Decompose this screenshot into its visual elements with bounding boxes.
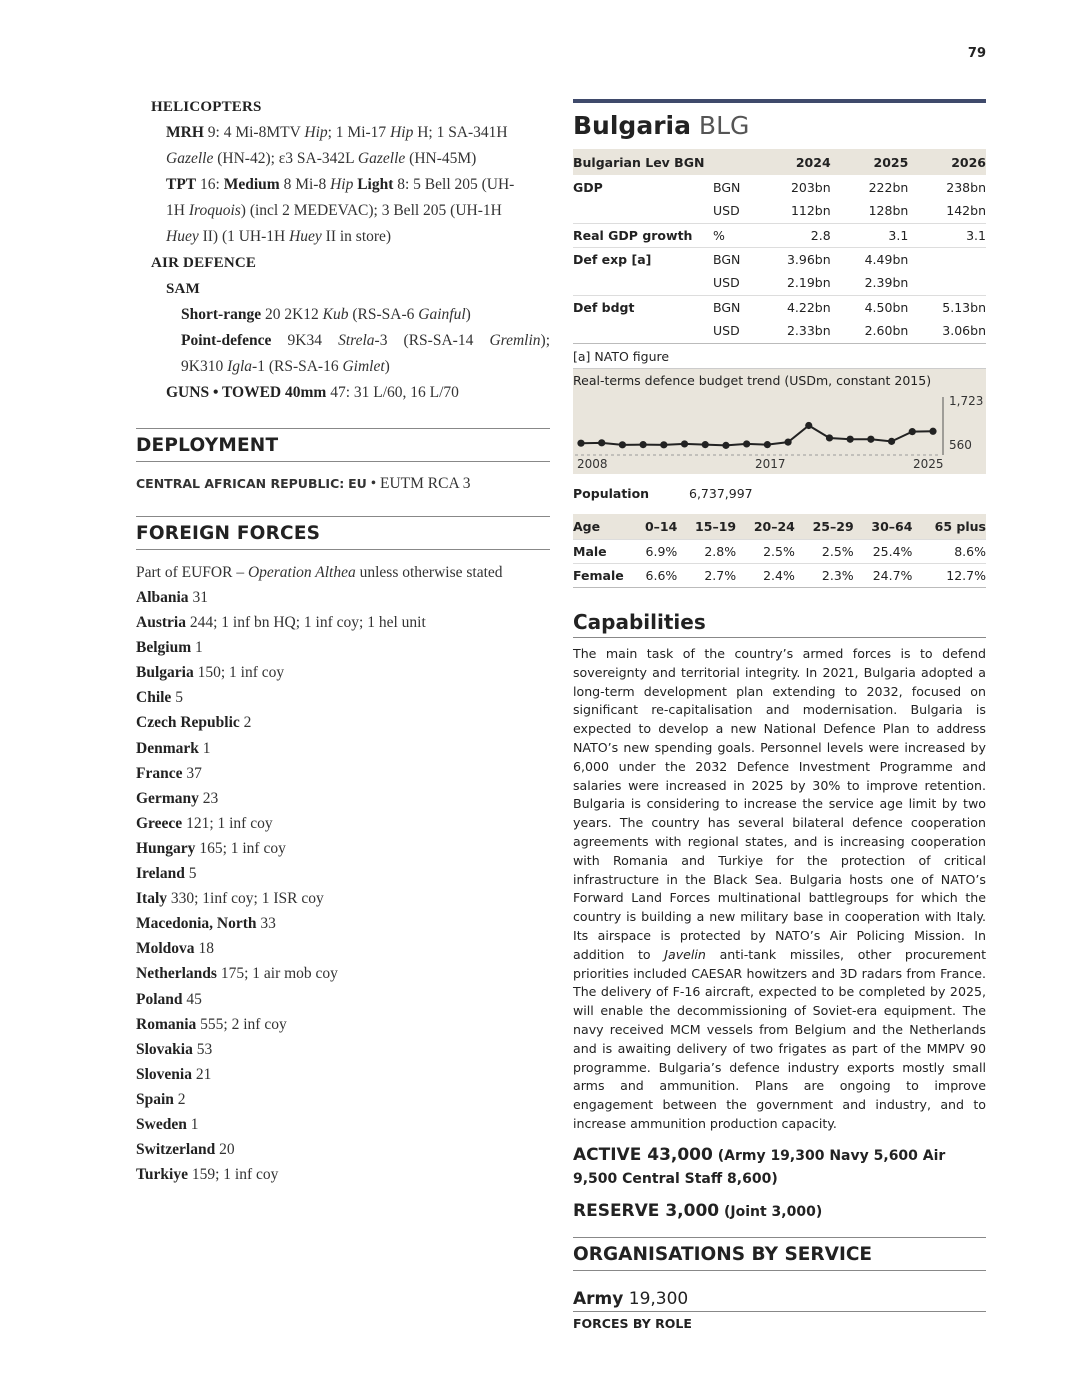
active-label: ACTIVE 43,000 xyxy=(573,1144,713,1165)
foreign-force-entry xyxy=(136,1087,550,1112)
table-cell: 203bn xyxy=(790,179,831,195)
foreign-force-entry xyxy=(136,1062,550,1087)
foreign-force-entry xyxy=(136,1137,550,1162)
foreign-force-detail: 1 xyxy=(198,739,211,757)
table-cell: BGN xyxy=(713,247,753,271)
intro-text: Part of EUFOR – xyxy=(136,564,248,581)
table-cell: GDP xyxy=(573,179,603,195)
deployment-heading: DEPLOYMENT xyxy=(136,428,550,462)
table-cell: 222bn xyxy=(868,179,909,195)
foreign-force-entry xyxy=(136,1012,550,1037)
foreign-force-entry xyxy=(136,736,550,761)
header-cell: 30–64 xyxy=(854,514,913,540)
table-cell: 112bn xyxy=(790,203,831,219)
foreign-force-detail: 159; 1 inf coy xyxy=(187,1166,279,1184)
table-cell xyxy=(573,199,713,223)
mrh-line: Gazelle (HN-42); ε3 SA-342L Gazelle (HN-45M) xyxy=(166,150,477,167)
right-column xyxy=(573,99,986,1331)
capabilities-heading: Capabilities xyxy=(573,610,986,638)
table-cell: 3.96bn xyxy=(753,247,831,271)
foreign-force-entry xyxy=(136,1112,550,1137)
chart-point xyxy=(805,421,812,428)
table-cell: 4.49bn xyxy=(831,247,909,271)
table-cell: 25.4% xyxy=(854,540,913,564)
chart-point xyxy=(826,434,833,441)
mrh-line: MRH 9: 4 Mi-8MTV Hip; 1 Mi-17 Hip H; 1 SA-341H xyxy=(166,124,508,141)
foreign-force-entry xyxy=(136,585,550,610)
guns-entry: GUNS • TOWED 40mm 47: 31 L/60, 16 L/70 xyxy=(166,384,459,401)
chart-point xyxy=(743,440,750,447)
foreign-force-entry xyxy=(136,660,550,685)
header-cell: Age xyxy=(573,514,631,540)
table-cell: 2.33bn xyxy=(753,319,831,343)
table-cell: 12.7% xyxy=(912,564,986,588)
table-cell: 2.3% xyxy=(795,564,854,588)
foreign-force-country: Albania xyxy=(136,589,189,606)
foreign-force-country: Italy xyxy=(136,890,167,908)
chart-x-tick-label: 2025 xyxy=(913,456,944,471)
header-cell: 20–24 xyxy=(736,514,795,540)
foreign-force-detail: 37 xyxy=(182,764,202,782)
sam-heading: SAM xyxy=(166,281,200,297)
intro-text: unless otherwise stated xyxy=(355,564,503,581)
table-cell: 3.1 xyxy=(831,223,909,247)
foreign-force-country: Poland xyxy=(136,990,183,1008)
tpt-line: 1H Iroquois) (incl 2 MEDEVAC); 3 Bell 205 (UH-1H xyxy=(166,202,502,219)
chart-point xyxy=(681,440,688,447)
foreign-force-detail: 18 xyxy=(194,940,214,958)
foreign-force-country: Moldova xyxy=(136,940,195,958)
chart-point xyxy=(847,435,854,442)
table-cell: 238bn xyxy=(946,179,986,195)
table-cell xyxy=(908,247,986,271)
foreign-force-entry xyxy=(136,886,550,911)
foreign-force-detail: 20 xyxy=(215,1141,235,1159)
foreign-force-country: Slovakia xyxy=(136,1040,193,1058)
table-cell: Def bdgt xyxy=(573,295,713,319)
tpt-line: TPT 16: Medium 8 Mi-8 Hip Light 8: 5 Bell 205 (UH- xyxy=(166,176,515,193)
chart-point xyxy=(867,435,874,442)
table-cell: 5.13bn xyxy=(908,295,986,319)
table-row xyxy=(573,271,986,295)
header-cell: 0–14 xyxy=(631,514,677,540)
foreign-force-entry xyxy=(136,685,550,710)
header-cell xyxy=(713,149,753,175)
foreign-force-detail: 31 xyxy=(188,589,208,606)
organisations-heading: ORGANISATIONS BY SERVICE xyxy=(573,1237,986,1271)
air-defence-heading: AIR DEFENCE xyxy=(151,255,257,271)
foreign-force-entry xyxy=(136,936,550,961)
header-cell: 15–19 xyxy=(677,514,736,540)
reserve-detail: (Joint 3,000) xyxy=(719,1203,823,1220)
table-cell: 2.8 xyxy=(753,223,831,247)
header-cell: Bulgarian Lev BGN xyxy=(573,149,713,175)
table-cell: USD xyxy=(713,203,740,219)
foreign-force-entry xyxy=(136,811,550,836)
foreign-force-country: Slovenia xyxy=(136,1065,192,1083)
foreign-force-entry xyxy=(136,761,550,786)
header-cell: 2024 xyxy=(753,149,831,175)
country-title xyxy=(573,111,986,141)
chart-point xyxy=(722,441,729,448)
page-number: 79 xyxy=(967,46,986,61)
chart-series-line xyxy=(581,425,933,445)
table-cell: 3.06bn xyxy=(908,319,986,343)
foreign-force-detail: 1 xyxy=(186,1115,199,1133)
population-value: 6,737,997 xyxy=(689,485,753,501)
foreign-force-entry xyxy=(136,786,550,811)
capabilities-emphasis: Javelin xyxy=(664,946,706,962)
intro-operation: Operation Althea xyxy=(247,564,356,581)
chart-point xyxy=(929,427,936,434)
chart-point xyxy=(764,441,771,448)
table-note: [a] NATO figure xyxy=(573,348,670,364)
header-cell: 25–29 xyxy=(795,514,854,540)
foreign-force-country: Greece xyxy=(136,814,183,832)
age-table-header xyxy=(573,514,986,540)
table-row xyxy=(573,199,986,223)
table-cell: 6.6% xyxy=(631,564,677,588)
table-row xyxy=(573,295,986,319)
foreign-force-entry xyxy=(136,1162,550,1187)
table-row xyxy=(573,540,986,564)
age-table xyxy=(573,514,986,589)
foreign-force-detail: 165; 1 inf coy xyxy=(195,839,286,857)
table-cell: 4.50bn xyxy=(831,295,909,319)
foreign-force-country: Denmark xyxy=(136,739,199,757)
table-row xyxy=(573,564,986,588)
foreign-force-country: Chile xyxy=(136,689,172,707)
table-cell: 2.39bn xyxy=(864,275,909,291)
foreign-force-detail: 1 xyxy=(191,639,203,657)
foreign-force-entry xyxy=(136,861,550,886)
short-range-entry: Short-range 20 2K12 Kub (RS-SA-6 Gainful) xyxy=(181,306,471,323)
foreign-force-detail: 175; 1 air mob coy xyxy=(216,965,338,983)
table-cell xyxy=(908,271,986,295)
foreign-forces-list xyxy=(136,585,550,1187)
foreign-force-country: Hungary xyxy=(136,839,196,857)
table-cell: 128bn xyxy=(868,203,909,219)
deployment-detail: • EUTM RCA 3 xyxy=(366,475,471,492)
foreign-force-entry xyxy=(136,987,550,1012)
budget-trend-chart xyxy=(573,368,986,474)
chart-point xyxy=(577,439,584,446)
foreign-forces-heading: FOREIGN FORCES xyxy=(136,516,550,550)
foreign-force-detail: 5 xyxy=(184,865,197,883)
chart-point xyxy=(909,428,916,435)
table-cell: 2.4% xyxy=(736,564,795,588)
foreign-force-detail: 244; 1 inf bn HQ; 1 inf coy; 1 hel unit xyxy=(185,614,426,632)
chart-point xyxy=(619,441,626,448)
point-defence-line: Point-defence 9K34 Strela-3 (RS-SA-14 Gremlin); xyxy=(181,332,550,349)
table-row xyxy=(573,319,986,343)
foreign-force-detail: 33 xyxy=(256,915,276,933)
foreign-force-country: France xyxy=(136,764,183,782)
table-cell: 2.8% xyxy=(677,540,736,564)
table-cell: 142bn xyxy=(946,203,986,219)
foreign-force-detail: 45 xyxy=(182,990,202,1008)
chart-title: Real-terms defence budget trend (USDm, constant 2015) xyxy=(573,372,932,388)
header-cell: 2025 xyxy=(831,149,909,175)
economic-table xyxy=(573,149,986,344)
chart-y-tick-label: 1,723 xyxy=(949,393,984,408)
foreign-force-detail: 23 xyxy=(198,789,219,807)
foreign-force-detail: 330; 1inf coy; 1 ISR coy xyxy=(167,890,324,908)
foreign-force-country: Germany xyxy=(136,789,199,807)
table-cell: 2.19bn xyxy=(786,275,831,291)
foreign-force-entry xyxy=(136,836,550,861)
foreign-force-entry xyxy=(136,710,550,735)
foreign-force-country: Czech Republic xyxy=(136,714,240,732)
capabilities-paragraph: The main task of the country’s armed forces is to defend sovereignty and territorial integrity. In 2021, Bulgaria adopted a long-term development plan extending to 2032, focused on significant re-capitalisation and modernisation. Bulgaria is expected to develop a new National Defence Plan to address NATO’s new spending goals. Personnel levels were increased by 6,000 under the 2032 Defence Investment Programme and salaries were increased in 2025 by 30% to improve retention. Bulgaria is considering to increase the service age limit by two years. The country has several bilateral defence cooperation agreements with regional states, and is increasing cooperation with Romania and Turkiye for the protection of critical infrastructure in the Black Sea. Bulgaria hosts one of NATO’s Forward Land Forces multinational battlegroups for which the country is building a new military base in cooperation with Italy. Its airspace is protected by NATO’s Air Policing Mission. In addition to xyxy=(573,646,986,962)
population-row xyxy=(573,482,986,506)
foreign-force-entry xyxy=(136,911,550,936)
table-cell: BGN xyxy=(713,295,753,319)
foreign-force-entry xyxy=(136,610,550,635)
table-cell: 8.6% xyxy=(912,540,986,564)
table-cell xyxy=(573,271,713,295)
deployment-org: EU xyxy=(348,476,367,491)
army-heading xyxy=(573,1289,986,1312)
table-row xyxy=(573,223,986,247)
tpt-line: Huey II) (1 UH-1H Huey II in store) xyxy=(166,228,392,245)
table-cell: 2.7% xyxy=(677,564,736,588)
country-name: Bulgaria xyxy=(573,111,691,140)
point-defence-line: 9K310 Igla-1 (RS-SA-16 Gimlet) xyxy=(181,358,390,375)
chart-plot xyxy=(573,369,986,475)
foreign-force-entry xyxy=(136,961,550,986)
reserve-label: RESERVE 3,000 xyxy=(573,1200,720,1221)
foreign-force-country: Bulgaria xyxy=(136,664,194,682)
helicopters-heading: HELICOPTERS xyxy=(151,99,262,115)
foreign-force-entry xyxy=(136,1037,550,1062)
table-cell: 2.5% xyxy=(795,540,854,564)
foreign-force-detail: 2 xyxy=(173,1090,186,1108)
table-cell: Female xyxy=(573,564,631,588)
foreign-force-country: Ireland xyxy=(136,865,185,883)
table-cell: 4.22bn xyxy=(753,295,831,319)
foreign-force-detail: 121; 1 inf coy xyxy=(182,814,273,832)
header-cell: 65 plus xyxy=(912,514,986,540)
foreign-force-country: Switzerland xyxy=(136,1141,216,1159)
economic-table-header xyxy=(573,149,986,175)
country-header-bar xyxy=(573,99,986,103)
population-label: Population xyxy=(573,485,650,501)
chart-point xyxy=(640,441,647,448)
foreign-force-country: Spain xyxy=(136,1090,174,1108)
foreign-force-country: Belgium xyxy=(136,639,192,657)
table-cell: % xyxy=(713,223,753,247)
table-row xyxy=(573,175,986,199)
table-cell: USD xyxy=(713,319,753,343)
table-cell: BGN xyxy=(713,179,741,195)
foreign-force-detail: 53 xyxy=(192,1040,213,1058)
active-detail: (Army 19,300 Navy 5,600 Air 9,500 Central Staff 8,600) xyxy=(573,1147,946,1187)
foreign-force-detail: 2 xyxy=(239,714,252,732)
foreign-force-entry xyxy=(136,635,550,660)
country-code: BLG xyxy=(698,111,750,140)
tpt-entry xyxy=(136,172,550,250)
army-label: Army xyxy=(573,1288,624,1309)
chart-x-tick-label: 2017 xyxy=(755,456,786,471)
table-cell: Male xyxy=(573,540,631,564)
foreign-force-country: Austria xyxy=(136,614,186,632)
chart-point xyxy=(660,441,667,448)
chart-point xyxy=(702,441,709,448)
mrh-entry xyxy=(136,120,550,172)
table-cell: USD xyxy=(713,275,740,291)
chart-y-tick-label: 560 xyxy=(949,437,972,452)
table-cell: 2.5% xyxy=(736,540,795,564)
table-cell: 2.60bn xyxy=(831,319,909,343)
table-cell: 24.7% xyxy=(854,564,913,588)
deployment-entry xyxy=(136,474,550,494)
chart-point xyxy=(598,439,605,446)
foreign-forces-intro xyxy=(136,560,550,585)
reserve-personnel xyxy=(573,1200,986,1223)
active-personnel xyxy=(573,1144,986,1190)
table-cell: Real GDP growth xyxy=(573,223,713,247)
capabilities-text xyxy=(573,645,986,1134)
table-cell: 3.1 xyxy=(908,223,986,247)
foreign-force-detail: 5 xyxy=(171,689,183,707)
chart-point xyxy=(784,438,791,445)
army-value: 19,300 xyxy=(623,1288,689,1309)
table-row xyxy=(573,247,986,271)
deployment-country: CENTRAL AFRICAN REPUBLIC: xyxy=(136,476,345,491)
table-cell: Def exp [a] xyxy=(573,247,713,271)
foreign-force-country: Macedonia, North xyxy=(136,915,257,933)
chart-point xyxy=(888,437,895,444)
left-column xyxy=(136,94,550,1187)
foreign-force-country: Netherlands xyxy=(136,965,217,983)
foreign-force-detail: 150; 1 inf coy xyxy=(193,664,285,682)
forces-by-role-heading: FORCES BY ROLE xyxy=(573,1315,692,1331)
capabilities-paragraph: anti-tank missiles, other procurement priorities included CAESAR howitzers and 3D radars from France. The delivery of F-16 aircraft, expected to be completed by 2025, will enable the decommissioning of Soviet-era equipment. The navy received MCM vessels from Belgium and the Netherlands and is awaiting delivery of two frigates as part of the MMPV 90 programme. Bulgaria’s defence industry exports mostly small arms and ammunition. Plans are ongoing to improve engagement between the government and industry, and to increase ammunition production capacity. xyxy=(573,946,987,1131)
foreign-force-detail: 21 xyxy=(191,1065,212,1083)
foreign-force-country: Romania xyxy=(136,1015,197,1033)
foreign-force-detail: 555; 2 inf coy xyxy=(196,1015,287,1033)
foreign-force-country: Sweden xyxy=(136,1115,187,1133)
header-cell: 2026 xyxy=(908,149,986,175)
chart-x-tick-label: 2008 xyxy=(577,456,608,471)
table-cell xyxy=(573,319,713,343)
table-cell: 6.9% xyxy=(631,540,677,564)
foreign-force-country: Turkiye xyxy=(136,1166,188,1184)
